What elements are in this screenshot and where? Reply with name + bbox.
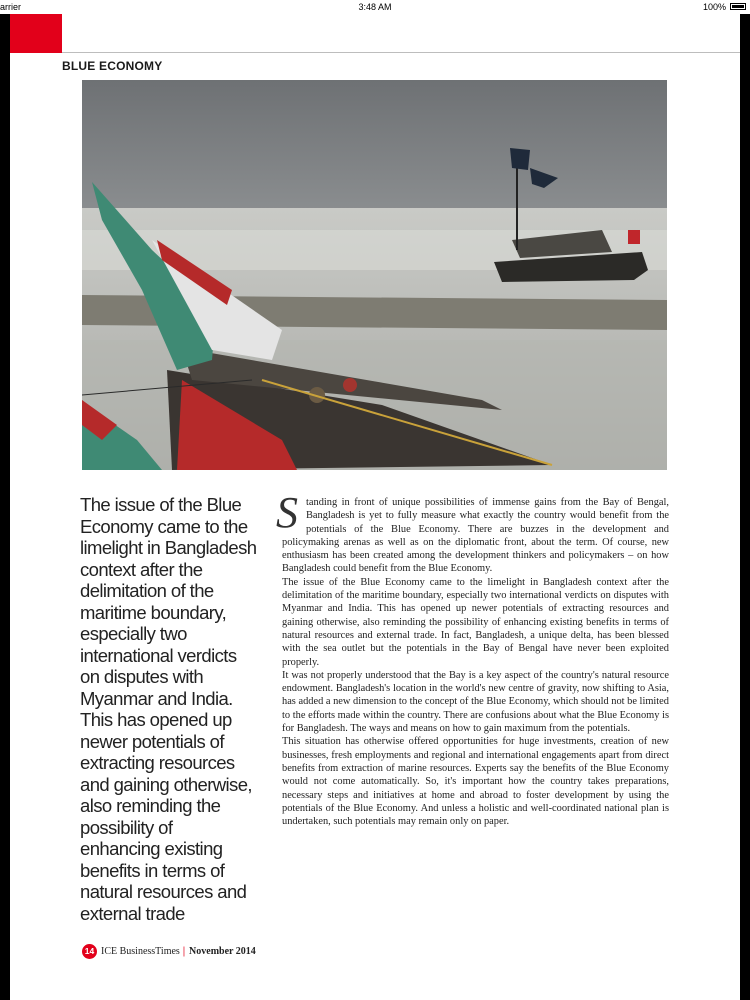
pull-quote-line: enhancing existing — [80, 838, 223, 859]
page-footer — [82, 943, 256, 959]
pull-quote-line: benefits in terms of — [80, 859, 225, 881]
pull-quote-line: newer potentials of — [80, 730, 224, 752]
article-paragraph-1 — [276, 488, 669, 576]
publication-name: ICE BusinessTimes — [101, 945, 180, 957]
pull-quote-line: international verdicts — [80, 644, 237, 666]
status-time: 3:48 AM — [358, 2, 392, 12]
battery-icon — [730, 3, 746, 10]
pull-quote-line: also reminding the — [80, 795, 221, 816]
pull-quote-line: natural resources and — [80, 881, 247, 902]
pull-quote-line: possibility of — [80, 816, 173, 838]
photo-boats-on-beach — [82, 80, 667, 470]
pull-quote-line: This has opened up — [80, 709, 232, 730]
pull-quote — [80, 494, 270, 924]
pull-quote-line: maritime boundary, — [80, 601, 227, 623]
issue-date: November 2014 — [189, 945, 256, 957]
article-paragraph-2: The issue of the Blue Economy came to the limelight in Bangladesh context after the delimitation of the maritime boundary, especially two international verdicts on disputes with Myanmar and India. This has opened up newer potentials of extracting resources and gaining otherwise, also reminding the possibility of enhancing existing benefits in terms of natural resources and external trade. In fact, Bangladesh, a unique delta, has been blessed with the sea outlet but the potentials in the Bay of Bengal have never been exploited properly. — [282, 576, 669, 668]
footer-separator: | — [182, 945, 186, 957]
article-paragraph-4: This situation has otherwise offered opportunities for huge investments, creation of new businesses, fresh employments and regional and international engagements apart from direct benefits from extraction of marine resources. Experts say the benefits of the Blue Economy would not come automatically. So, it's important how the country takes preparations, necessary steps and initiatives at home and abroad to foster development by using the potentials of the Blue Economy. And unless a holistic and well-coordinated national plan is undertaken, such potentials may remain only on paper. — [282, 736, 669, 828]
drop-cap: S — [276, 488, 298, 537]
article-paragraph-3: It was not properly understood that the Bay is a key aspect of the country's natural resource endowment. Bangladesh's location in the world's new centre of gravity, now shifting to Asia, has added a new dimension to the concept of the Blue Economy, which should not be limited to the efforts made within the country. There are confusions about what the Blue Economy is for Bangladesh. The ways and means on how to gain maximum from the potentials. — [282, 669, 669, 735]
pull-quote-line: The issue of the Blue — [80, 494, 242, 515]
pull-quote-line: and gaining otherwise, — [80, 773, 252, 795]
carrier-label: arrier — [0, 2, 22, 12]
article-body — [276, 488, 669, 828]
pull-quote-line: external trade — [80, 902, 185, 924]
battery-percent: 100% — [702, 2, 726, 12]
pull-quote-line: especially two — [80, 623, 187, 644]
pull-quote-line: Myanmar and India. — [80, 687, 233, 709]
pull-quote-line: extracting resources — [80, 752, 235, 773]
article-paragraph-1-text: tanding in front of unique possibilities of immense gains from the Bay of Bengal, Bangladesh is yet to fully measure what exactly the country would benefit from the potentials of the Blue Economy. There are buzzes in the development and policymaking arenas as well as on the diplomatic front, about the term. Of course, new enthusiasm has been created among the development thinkers and policymakers – on how Bangladesh could benefit from the Blue Economy. — [282, 497, 669, 575]
red-corner-tab — [10, 14, 62, 53]
pull-quote-line: limelight in Bangladesh — [80, 537, 257, 558]
pull-quote-line: Economy came to the — [80, 515, 248, 537]
pull-quote-line: on disputes with — [80, 666, 204, 687]
top-divider — [62, 52, 740, 53]
status-bar — [0, 0, 750, 14]
section-label: BLUE ECONOMY — [62, 59, 163, 73]
magazine-page[interactable] — [10, 14, 740, 1000]
pull-quote-line: delimitation of the — [80, 580, 214, 601]
page-number-badge: 14 — [82, 944, 97, 959]
pull-quote-line: context after the — [80, 558, 203, 580]
